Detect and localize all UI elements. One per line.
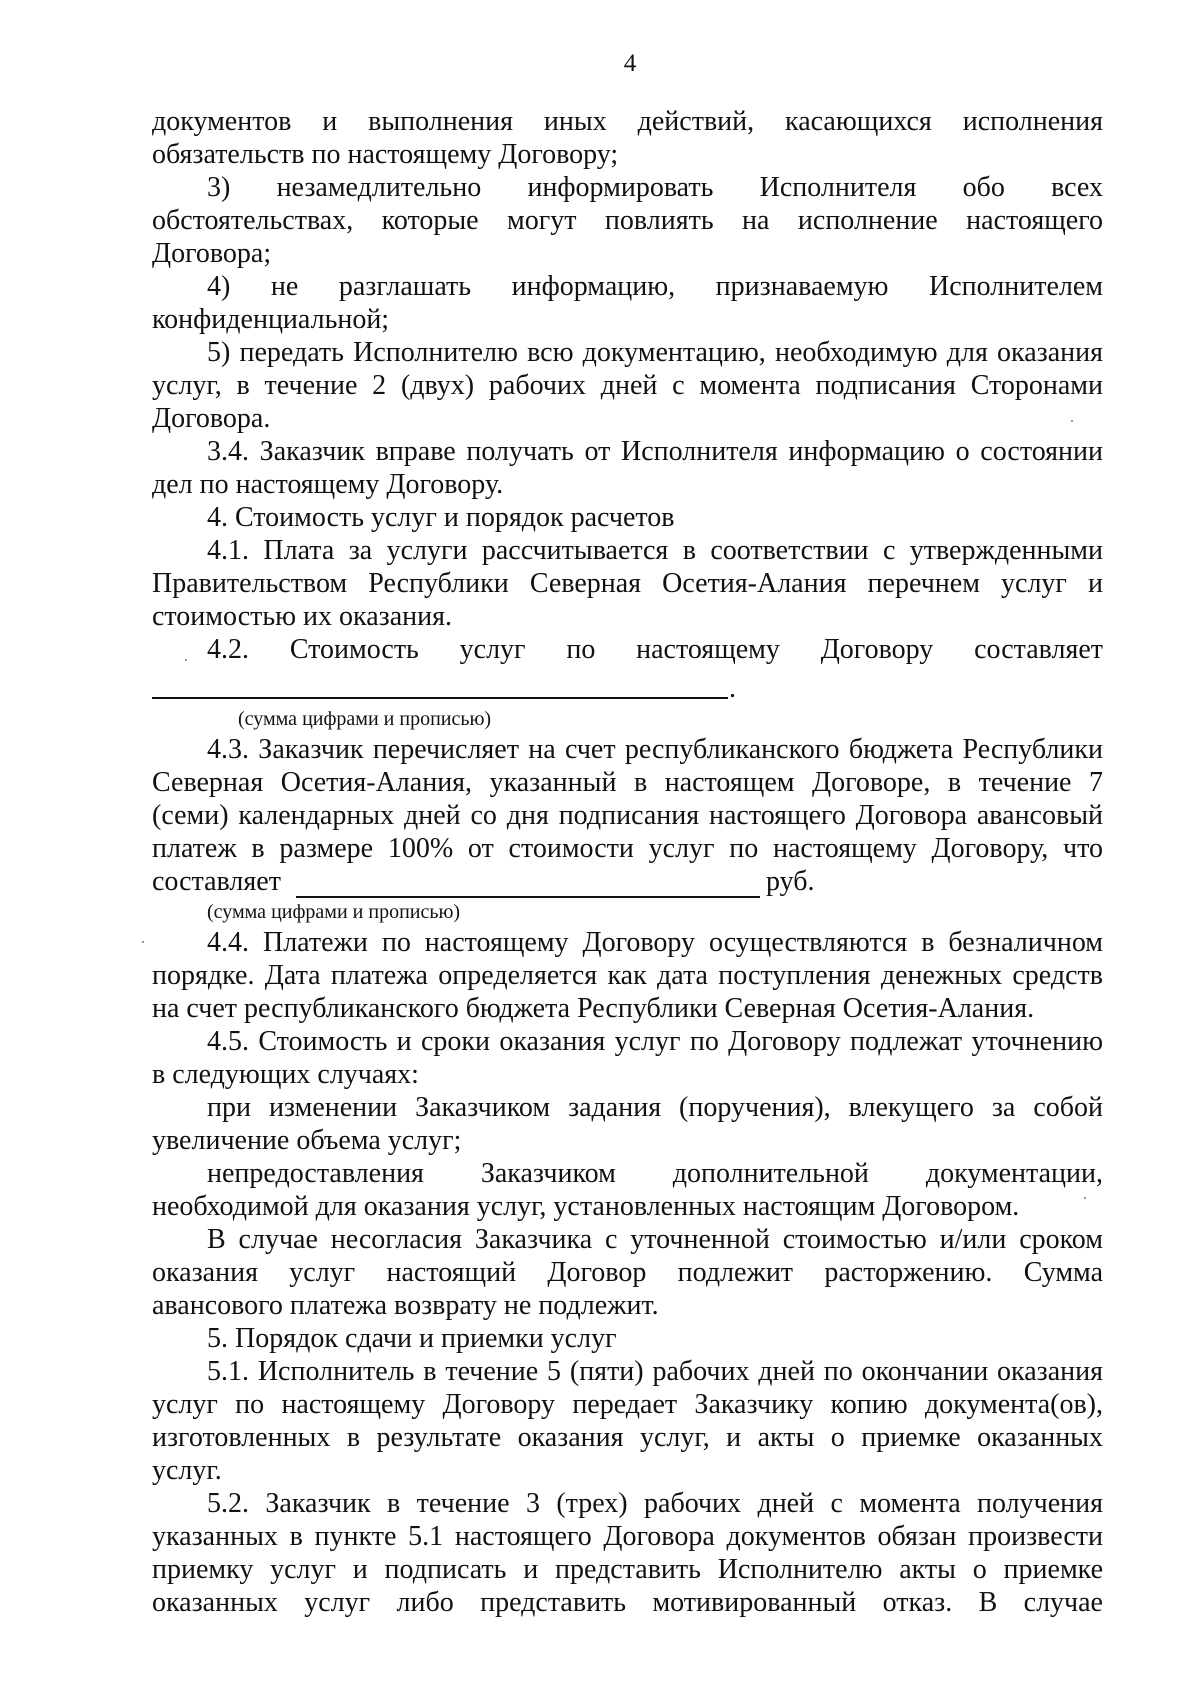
text-line: (семи) календарных дней со дня подписания настоящего Договора авансовый xyxy=(152,800,1103,831)
text-line: Договора; xyxy=(152,238,272,269)
scan-speck xyxy=(1084,1197,1086,1199)
text-line: дел по настоящему Договору. xyxy=(152,469,504,500)
text-line: 3.4. Заказчик вправе получать от Исполнителя информацию о состоянии xyxy=(207,436,1103,467)
text-line: указанных в пункте 5.1 настоящего Договора документов обязан произвести xyxy=(152,1521,1103,1552)
text-line: услуг по настоящему Договору передает Заказчику копию документа(ов), xyxy=(152,1389,1103,1420)
scan-speck xyxy=(142,941,144,943)
text-line: 5) передать Исполнителю всю документацию, необходимую для оказания xyxy=(207,337,1103,368)
text-line: 4) не разглашать информацию, признаваемую Исполнителем xyxy=(207,271,1103,302)
text-line: 4.3. Заказчик перечисляет на счет республиканского бюджета Республики xyxy=(207,734,1103,765)
text-line: непредоставления Заказчиком дополнительной документации, xyxy=(207,1158,1103,1189)
amount-blank-line xyxy=(152,697,728,699)
text-line: оказанных услуг либо представить мотивированный отказ. В случае xyxy=(152,1587,1103,1618)
text-line: при изменении Заказчиком задания (поручения), влекущего за собой xyxy=(207,1092,1103,1123)
currency-label: руб. xyxy=(766,866,815,897)
scan-speck xyxy=(185,659,187,661)
text-line: конфиденциальной; xyxy=(152,304,390,335)
text-line: необходимой для оказания услуг, установленных настоящим Договором. xyxy=(152,1191,1020,1222)
text-line: 4.1. Плата за услуги рассчитывается в соответствии с утвержденными xyxy=(207,535,1103,566)
text-line: приемку услуг и подписать и представить Исполнителю акты о приемке xyxy=(152,1554,1103,1585)
text-line: В случае несогласия Заказчика с уточненной стоимостью и/или сроком xyxy=(207,1224,1103,1255)
text-line: в следующих случаях: xyxy=(152,1059,419,1090)
text-line: составляет xyxy=(152,866,281,897)
amount-caption: (сумма цифрами и прописью) xyxy=(238,708,492,730)
text-line: Правительством Республики Северная Осетия-Алания перечнем услуг и xyxy=(152,568,1103,599)
text-line: обязательств по настоящему Договору; xyxy=(152,139,619,170)
text-line: 4.2. Стоимость услуг по настоящему Договору составляет xyxy=(207,634,1103,665)
text-line: 5.1. Исполнитель в течение 5 (пяти) рабочих дней по окончании оказания xyxy=(207,1356,1103,1387)
text-line: стоимостью их оказания. xyxy=(152,601,452,632)
text-line: 4.5. Стоимость и сроки оказания услуг по Договору подлежат уточнению xyxy=(207,1026,1103,1057)
text-line: Северная Осетия-Алания, указанный в настоящем Договоре, в течение 7 xyxy=(152,767,1103,798)
text-line: увеличение объема услуг; xyxy=(152,1125,462,1156)
scan-speck xyxy=(1071,420,1073,422)
text-line: порядке. Дата платежа определяется как дата поступления денежных средств xyxy=(152,960,1103,991)
text-line: на счет республиканского бюджета Республики Северная Осетия-Алания. xyxy=(152,993,1035,1024)
page-number: 4 xyxy=(623,50,637,77)
text-line: 4.4. Платежи по настоящему Договору осуществляются в безналичном xyxy=(207,927,1103,958)
section-heading: 4. Стоимость услуг и порядок расчетов xyxy=(207,502,675,533)
payment-blank-line xyxy=(296,896,760,898)
text-line: 3) незамедлительно информировать Исполнителя обо всех xyxy=(207,172,1103,203)
text-line: Договора. xyxy=(152,403,271,434)
text-line: документов и выполнения иных действий, касающихся исполнения xyxy=(152,106,1103,137)
payment-caption: (сумма цифрами и прописью) xyxy=(207,901,461,923)
amount-blank-period: . xyxy=(729,673,736,704)
section-heading: 5. Порядок сдачи и приемки услуг xyxy=(207,1323,617,1354)
text-line: изготовленных в результате оказания услуг, и акты о приемке оказанных xyxy=(152,1422,1103,1453)
text-line: 5.2. Заказчик в течение 3 (трех) рабочих дней с момента получения xyxy=(207,1488,1103,1519)
text-line: оказания услуг настоящий Договор подлежит расторжению. Сумма xyxy=(152,1257,1103,1288)
text-line: авансового платежа возврату не подлежит. xyxy=(152,1290,659,1321)
text-line: услуг, в течение 2 (двух) рабочих дней с момента подписания Сторонами xyxy=(152,370,1103,401)
text-line: обстоятельствах, которые могут повлиять на исполнение настоящего xyxy=(152,205,1103,236)
text-line: услуг. xyxy=(152,1455,222,1486)
text-line: платеж в размере 100% от стоимости услуг по настоящему Договору, что xyxy=(152,833,1103,864)
